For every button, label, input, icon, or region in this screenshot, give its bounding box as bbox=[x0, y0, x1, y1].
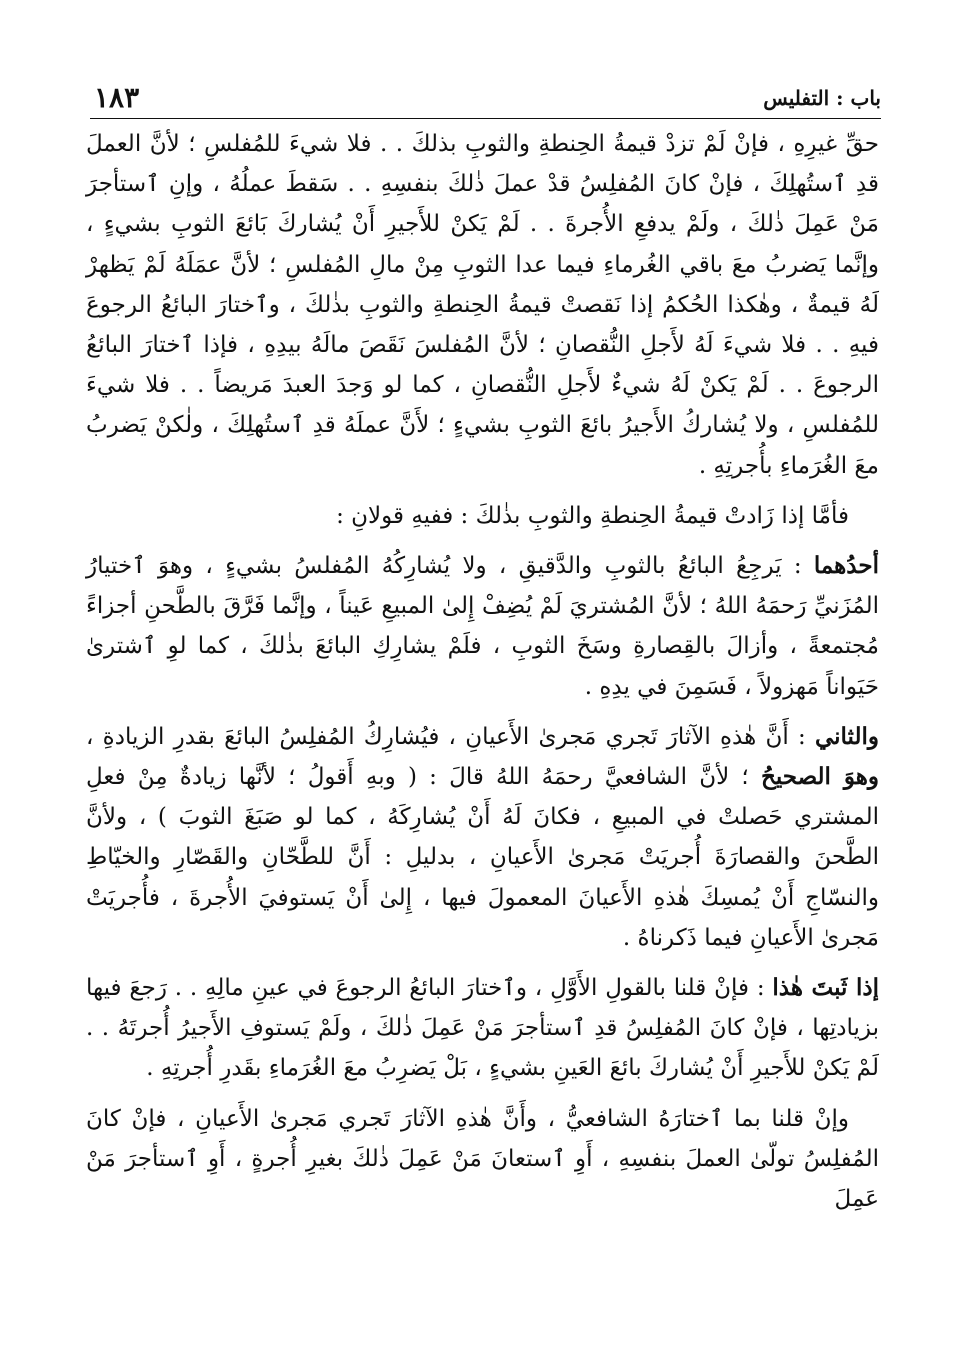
paragraph-2 bbox=[86, 496, 879, 536]
paragraph-4 bbox=[86, 717, 879, 958]
paragraph-lead: أحدُهما bbox=[813, 552, 879, 580]
paragraph-1 bbox=[86, 124, 879, 486]
paragraph-3 bbox=[86, 546, 879, 707]
paragraph-6 bbox=[86, 1099, 879, 1220]
paragraph-lead: إذا ثَبتَ هٰذا bbox=[772, 974, 880, 1002]
paragraph-text: : فإنْ قلنا بالقولِ الأَوَّلِ ، وٱختارَ البائعُ الرجوعَ في عينِ مالِهِ . . رَجعَ فيها بزيادتِها ، فإنْ كانَ المُفلِسُ قدِ ٱستأجرَ مَنْ عَمِلَ ذٰلكَ ، ولَمْ يَستوفِ الأَجيرُ أُجرتَهُ . . لَمْ يَكنْ للأَجيرِ أَنْ يُشاركَ بائعَ العَينِ بشيءٍ ، بَلْ يَضرِبُ معَ الغُرَماءِ بقَدرِ أُجرتِهِ . bbox=[86, 975, 879, 1082]
paragraph-lead: والثاني bbox=[814, 722, 879, 750]
page-body bbox=[86, 124, 879, 1229]
page-header bbox=[90, 78, 881, 119]
paragraph-text: : يَرجِعُ البائعُ بالثوبِ والدَّقيقِ ، ولا يُشارِكُهُ المُفلسُ بشيءٍ ، وهوَ ٱختيارُ المُزَنيِّ رَحمَهُ اللهُ ؛ لأنَّ المُشتريَ لَمْ يُضِفْ إِلىٰ المبيعِ عَيناً ، وإنَّما فَرَّقَ بالطَّحنِ أجزاءً مُجتمعةً ، وأزالَ بالقِصارةِ وسَخَ الثوبِ ، فلَمْ يشارِكِ البائعَ بذٰلكَ ، كما لوِ ٱشترىٰ حَيَواناً مَهزولاً ، فَسَمِنَ في يدِهِ . bbox=[86, 553, 879, 700]
paragraph-5 bbox=[86, 968, 879, 1089]
paragraph-text: وإنْ قلنا بما ٱختارَهُ الشافعيُّ ، وأَنَّ هٰذهِ الآثارَ تَجري مَجرىٰ الأَعيانِ ، فإنْ كانَ المُفلِسُ تولّىٰ العملَ بنفسِهِ ، أَوِ ٱستعانَ مَنْ عَمِلَ ذٰلكَ بغيرِ أُجرةٍ ، أَوِ ٱستأجرَ مَنْ عَمِلَ bbox=[86, 1105, 879, 1213]
paragraph-emphasis: وهوَ الصحيحُ bbox=[760, 763, 879, 791]
running-title: باب : التفليس bbox=[763, 86, 881, 110]
paragraph-text-continued: ؛ لأنَّ الشافعيَّ رحمَهُ اللهُ قالَ : ( وبهِ أَقولُ ؛ لأنَّها زيادةٌ مِنْ فعلِ المشتري حَصلتْ في المبيعِ ، فكانَ لَهُ أَنْ يُشارِكَهُ ، كما لو صَبَغَ الثوبَ ) ، ولأنَّ الطَّحنَ والقصارَةَ أُجريَتْ مَجرىٰ الأَعيانِ ، بدليلِ : أَنَّ للطَّحّانِ والقَصّارِ والخيّاطِ والنسّاجِ أَنْ يُمسِكَ هٰذهِ الأَعيانَ المعمولَ فيها ، إِلىٰ أَنْ يَستوفيَ الأُجرةَ ، فأُجريَتْ مَجرىٰ الأَعيانِ فيما ذَكرناهُ . bbox=[86, 764, 879, 951]
paragraph-text: : أَنَّ هٰذهِ الآثارَ تَجري مَجرىٰ الأَعيانِ ، فيُشارِكُ المُفلِسُ البائعَ بقدرِ الزيادةِ ، bbox=[86, 723, 815, 750]
paragraph-text: فأمَّا إذا زَادتْ قيمةُ الحِنطةِ والثوبِ بذٰلكَ : ففيهِ قولانِ : bbox=[336, 502, 849, 529]
page-number: ١٨٣ bbox=[94, 81, 140, 114]
paragraph-text: حقِّ غيرِهِ ، فإنْ لَمْ تزدْ قيمةُ الحِنطةِ والثوبِ بذلكَ . . فلا شيءَ للمُفلسِ ؛ لأنَّ العملَ قدِ ٱستُهلِكَ ، فإنْ كانَ المُفلِسُ قدْ عملَ ذٰلكَ بنفسِهِ . . سَقطَ عملُهُ ، وإنِ ٱستأجرَ مَنْ عَمِلَ ذٰلكَ ، ولَمْ يدفعِ الأُجرةَ . . لَمْ يَكنْ للأَجيرِ أَنْ يُشاركَ بَائعَ الثوبِ بشيءٍ ، وإنَّما يَضربُ معَ باقي الغُرماءِ فيما عدا الثوبِ مِنْ مالِ المُفلسِ ؛ لأنَّ عمَلَهُ لَمْ يَظهرْ لَهُ قيمةٌ ، وهٰكذا الحُكمُ إذا نَقصتْ قيمةُ الحِنطةِ والثوبِ بذٰلكَ ، وٱختارَ البائعُ الرجوعَ فيهِ . . فلا شيءَ لَهُ لأَجلِ النُّقصانِ ؛ لأنَّ المُفلسَ نَقَصَ مالَهُ بيدِهِ ، فإذا ٱختارَ البائعُ الرجوعَ . . لَمْ يَكنْ لَهُ شيءٌ لأَجلِ النُّقصانِ ، كما لو وَجدَ العبدَ مَريضاً . . فلا شيءَ للمُفلسِ ، ولا يُشاركُ الأَجيرُ بائعَ الثوبِ بشيءٍ ؛ لأَنَّ عملَهُ قدِ ٱستُهلِكَ ، ولٰكنْ يَضربُ معَ الغُرَماءِ بأُجرتِهِ . bbox=[86, 131, 879, 479]
